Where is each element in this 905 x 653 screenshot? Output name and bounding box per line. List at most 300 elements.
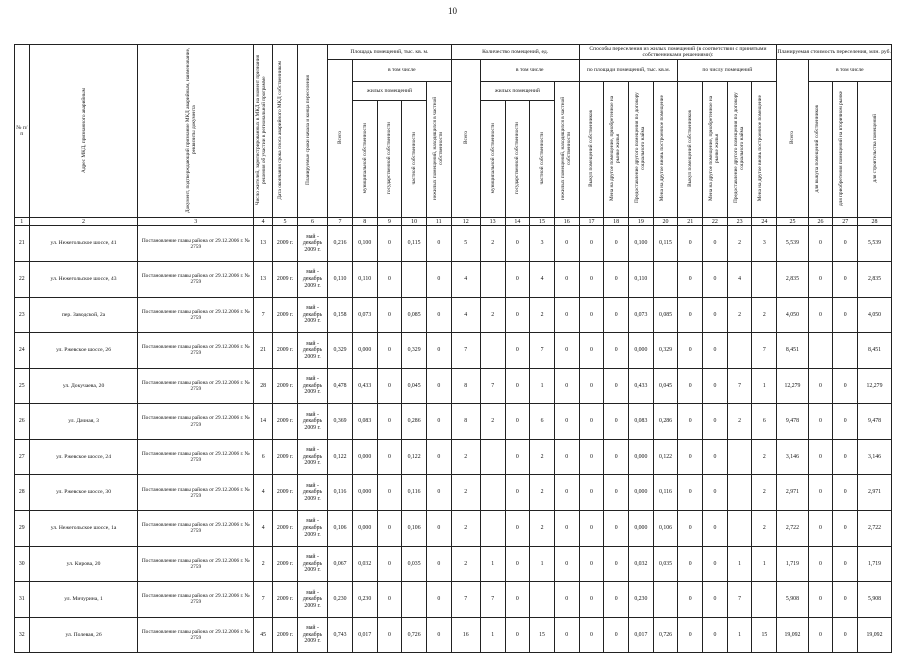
table-cell: 2 (752, 297, 777, 333)
table-cell: 0 (377, 226, 402, 262)
table-cell: 0,286 (653, 404, 678, 440)
table-cell: 22 (15, 261, 30, 297)
table-cell: 0,106 (402, 511, 427, 547)
table-cell: 0 (554, 368, 579, 404)
table-cell: 2009 г. (273, 582, 298, 618)
table-cell: 0 (604, 475, 629, 511)
table-cell: 0,106 (653, 511, 678, 547)
table-cell: Постановление главы района от 29.12.2006 г. № 2759 (138, 404, 254, 440)
table-cell: 2 (451, 511, 480, 547)
table-cell: 0 (703, 582, 728, 618)
column-number: 28 (858, 218, 892, 226)
table-cell: 0 (703, 368, 728, 404)
table-body (15, 226, 892, 653)
table-cell: 2009 г. (273, 475, 298, 511)
table-cell: 2 (480, 297, 505, 333)
table-cell: 0,106 (328, 511, 353, 547)
table-cell: Постановление главы района от 29.12.2006 г. № 2759 (138, 511, 254, 547)
table-cell: 7 (480, 368, 505, 404)
table-cell: май - декабрь 2009 г. (297, 617, 327, 653)
table-cell: 0 (604, 333, 629, 369)
table-cell: 0,743 (328, 617, 353, 653)
table-cell: 0 (833, 226, 858, 262)
table-cell: ул. Нежегольское шоссе, 43 (29, 261, 138, 297)
table-cell: 0 (554, 261, 579, 297)
table-cell (727, 511, 752, 547)
table-cell: 0,122 (402, 439, 427, 475)
table-cell: 0 (554, 511, 579, 547)
column-number: 25 (777, 218, 808, 226)
table-cell: 6 (752, 404, 777, 440)
table-cell: 7 (727, 368, 752, 404)
header-area-new: Мена на другое вновь построенное помещение (653, 81, 678, 218)
column-number: 19 (629, 218, 654, 226)
table-cell (727, 475, 752, 511)
column-number: 4 (254, 218, 273, 226)
table-cell: 14 (254, 404, 273, 440)
table-cell: Постановление главы района от 29.12.2006 г. № 2759 (138, 546, 254, 582)
table-cell (727, 439, 752, 475)
table-cell: 0 (505, 582, 530, 618)
table-cell: 15 (752, 617, 777, 653)
header-area-residential: жилых помещений (352, 81, 426, 101)
column-number: 27 (833, 218, 858, 226)
table-cell: 0 (505, 617, 530, 653)
table-cell: 1 (480, 546, 505, 582)
table-cell: 31 (15, 582, 30, 618)
table-cell: 0 (703, 439, 728, 475)
table-cell: 0,035 (653, 546, 678, 582)
table-cell: 2 (752, 475, 777, 511)
column-number: 20 (653, 218, 678, 226)
table-cell: 0 (703, 226, 728, 262)
table-cell: 2009 г. (273, 546, 298, 582)
column-number: 2 (29, 218, 138, 226)
table-cell: 0 (505, 297, 530, 333)
table-row (15, 297, 892, 333)
table-cell (480, 261, 505, 297)
header-cost-group: Планируемая стоимость переселения, млн. руб. (777, 45, 892, 60)
table-cell: Постановление главы района от 29.12.2006 г. № 2759 (138, 261, 254, 297)
table-cell: 2009 г. (273, 297, 298, 333)
table-cell: 0,115 (653, 226, 678, 262)
table-cell: 5,908 (858, 582, 892, 618)
table-cell: 0 (377, 333, 402, 369)
table-cell: 0,110 (328, 261, 353, 297)
table-cell: 0 (505, 439, 530, 475)
table-cell: 0,478 (328, 368, 353, 404)
table-cell: 0 (833, 297, 858, 333)
table-cell: 0,000 (629, 439, 654, 475)
table-cell: 0,369 (328, 404, 353, 440)
header-address: Адрес МКД, признанного аварийным (29, 45, 138, 218)
header-count-group: Количество помещений, ед. (451, 45, 579, 60)
table-cell (727, 333, 752, 369)
table-cell: 2 (727, 404, 752, 440)
column-number: 26 (808, 218, 833, 226)
table-cell: 7 (451, 582, 480, 618)
table-cell: 2009 г. (273, 511, 298, 547)
table-cell: 0 (604, 226, 629, 262)
table-cell: 0 (833, 511, 858, 547)
table-cell: 0 (833, 546, 858, 582)
table-cell: 0 (604, 261, 629, 297)
header-count-municipal: муниципальной собственности (480, 101, 505, 218)
table-cell: ул. Ржевское шоссе, 24 (29, 439, 138, 475)
table-cell: 1 (752, 546, 777, 582)
table-cell: май - декабрь 2009 г. (297, 475, 327, 511)
table-cell: 1 (530, 546, 555, 582)
table-cell: 2,835 (858, 261, 892, 297)
table-row (15, 582, 892, 618)
header-cost-total: Всего (777, 60, 808, 218)
table-cell: 1,719 (777, 546, 808, 582)
table-cell (653, 582, 678, 618)
table-cell: 2 (752, 511, 777, 547)
table-cell (480, 439, 505, 475)
table-cell (808, 333, 833, 369)
table-cell: 2 (530, 475, 555, 511)
table-cell: 6 (530, 404, 555, 440)
table-cell: май - декабрь 2009 г. (297, 261, 327, 297)
table-cell: 2 (254, 546, 273, 582)
table-cell: 0 (579, 511, 604, 547)
table-cell: 8 (451, 368, 480, 404)
table-cell: 8 (451, 404, 480, 440)
table-cell: 0,122 (653, 439, 678, 475)
table-cell: 0 (678, 333, 703, 369)
table-cell: 7 (254, 297, 273, 333)
header-area-social: Предоставление другого помещения по договору социального найма (629, 81, 654, 218)
table-cell: 3,146 (777, 439, 808, 475)
header-residents: Число жителей, зарегистрированных в МКД на момент признания решения об участии в региональной программе (254, 45, 273, 218)
table-cell: 0 (505, 511, 530, 547)
table-cell: 0 (808, 546, 833, 582)
header-count-residential: жилых помещений (480, 81, 554, 101)
table-cell: 0 (579, 368, 604, 404)
table-cell: 0 (833, 368, 858, 404)
table-cell: 0 (808, 439, 833, 475)
header-area-nonres: нежилых помещений, находящихся в частной собственности (426, 81, 451, 218)
column-number: 10 (402, 218, 427, 226)
table-cell: 2 (752, 439, 777, 475)
table-cell: 13 (254, 261, 273, 297)
table-cell: 0 (678, 439, 703, 475)
table-cell: 0,000 (352, 475, 377, 511)
table-row (15, 617, 892, 653)
table-cell (752, 582, 777, 618)
table-cell: ул. Докучаева, 20 (29, 368, 138, 404)
table-cell: 0 (604, 617, 629, 653)
header-cost-market: для приобретения помещений на вторичном рынке (833, 81, 858, 218)
table-cell: 0,329 (653, 333, 678, 369)
table-cell: Постановление главы района от 29.12.2006 г. № 2759 (138, 475, 254, 511)
table-cell (653, 261, 678, 297)
table-cell: 1 (727, 617, 752, 653)
table-cell: 2,722 (777, 511, 808, 547)
table-cell: 1 (752, 368, 777, 404)
header-methods-group: Способы переселения из жилых помещений (в соответствии с принятыми собственниками решениями): (579, 45, 777, 60)
table-cell: 2 (480, 404, 505, 440)
column-number: 3 (138, 218, 254, 226)
table-cell: 0 (554, 475, 579, 511)
table-cell: Постановление главы района от 29.12.2006 г. № 2759 (138, 297, 254, 333)
table-cell: 0 (808, 617, 833, 653)
table-cell: 0 (808, 226, 833, 262)
table-cell: 9,478 (858, 404, 892, 440)
table-cell: 2009 г. (273, 261, 298, 297)
header-cost-incl: в том числе (808, 60, 891, 82)
relocation-register-table (14, 44, 892, 653)
table-cell: 3 (752, 226, 777, 262)
table-cell: 0 (377, 617, 402, 653)
table-cell: пер. Заводской, 2а (29, 297, 138, 333)
column-number: 11 (426, 218, 451, 226)
table-cell: 0,230 (352, 582, 377, 618)
table-cell: 0,116 (402, 475, 427, 511)
table-cell: 0 (579, 582, 604, 618)
table-cell: 0,230 (629, 582, 654, 618)
header-area-incl: в том числе (352, 60, 451, 82)
table-cell: 0 (703, 546, 728, 582)
column-number: 22 (703, 218, 728, 226)
column-number: 5 (273, 218, 298, 226)
table-cell: 7 (480, 582, 505, 618)
table-cell: 0 (426, 511, 451, 547)
table-cell: 0,045 (402, 368, 427, 404)
table-cell: 0,230 (328, 582, 353, 618)
table-cell: 4 (254, 511, 273, 547)
column-number-row (15, 218, 892, 226)
header-by-area: по площади помещений, тыс. кв.м. (579, 60, 678, 82)
header-count-state: государственной собственности (505, 101, 530, 218)
header-area-exchange: Мена на другое помещение, приобретенное на рынке жилья (604, 81, 629, 218)
table-cell: 0 (808, 475, 833, 511)
table-cell: 2009 г. (273, 368, 298, 404)
header-area-state: государственной собственности (377, 101, 402, 218)
table-cell: 0,085 (402, 297, 427, 333)
table-cell: 0 (833, 582, 858, 618)
table-cell: 0 (604, 404, 629, 440)
column-number: 8 (352, 218, 377, 226)
table-cell: 4 (451, 297, 480, 333)
table-cell: ул. Полевая, 26 (29, 617, 138, 653)
column-number: 9 (377, 218, 402, 226)
table-cell: 0 (808, 404, 833, 440)
table-cell: 30 (15, 546, 30, 582)
table-cell: ул. Кирова, 20 (29, 546, 138, 582)
table-cell: 0,073 (629, 297, 654, 333)
table-cell: 1 (727, 546, 752, 582)
table-cell: 0 (703, 404, 728, 440)
table-cell: 0,726 (402, 617, 427, 653)
table-cell: 0 (833, 617, 858, 653)
table-cell: 7 (254, 582, 273, 618)
table-cell (530, 582, 555, 618)
table-cell: 0,100 (629, 226, 654, 262)
table-cell: 0,085 (653, 297, 678, 333)
table-cell: май - декабрь 2009 г. (297, 404, 327, 440)
table-cell: Постановление главы района от 29.12.2006 г. № 2759 (138, 617, 254, 653)
table-header (15, 45, 892, 226)
table-cell: 26 (15, 404, 30, 440)
table-cell: 28 (15, 475, 30, 511)
table-cell: 0 (426, 368, 451, 404)
table-cell: Постановление главы района от 29.12.2006 г. № 2759 (138, 439, 254, 475)
table-cell: 0 (703, 261, 728, 297)
table-cell: 2 (530, 439, 555, 475)
table-cell: 0 (579, 297, 604, 333)
table-cell: 23 (15, 297, 30, 333)
table-cell: 19,092 (858, 617, 892, 653)
table-cell: 0 (604, 439, 629, 475)
header-count-total: Всего (451, 60, 480, 218)
header-count-exchange: Мена на другое помещение, приобретенное на рынке жилья (703, 81, 728, 218)
table-cell: 0 (505, 333, 530, 369)
table-cell: 7 (451, 333, 480, 369)
table-cell: май - декабрь 2009 г. (297, 511, 327, 547)
table-cell: ул. Нежегольское шоссе, 1а (29, 511, 138, 547)
header-cost-build: для строительства помещений (858, 81, 892, 218)
table-cell: 2 (727, 226, 752, 262)
table-cell: 4,050 (777, 297, 808, 333)
table-cell: 0,100 (352, 226, 377, 262)
header-area-private: частной собственности (402, 101, 427, 218)
table-cell: 8,451 (858, 333, 892, 369)
table-row (15, 404, 892, 440)
table-cell: 0,433 (629, 368, 654, 404)
table-cell: ул. Дачная, 3 (29, 404, 138, 440)
table-cell: 0 (554, 333, 579, 369)
column-number: 6 (297, 218, 327, 226)
table-row (15, 546, 892, 582)
table-cell: 5,908 (777, 582, 808, 618)
header-document: Документ, подтверждающий признание МКД аварийным, наименование, реквизиты документа (138, 45, 254, 218)
table-cell: 0 (703, 333, 728, 369)
table-cell: 0 (833, 439, 858, 475)
table-cell: 0 (377, 261, 402, 297)
table-cell: 0 (678, 226, 703, 262)
table-cell: 2 (727, 297, 752, 333)
table-cell: 0,067 (328, 546, 353, 582)
table-cell: 12,279 (777, 368, 808, 404)
table-cell: 2,971 (777, 475, 808, 511)
table-cell: 0,000 (352, 511, 377, 547)
table-cell: 0,000 (629, 333, 654, 369)
table-cell: 2009 г. (273, 617, 298, 653)
table-cell: 0 (554, 582, 579, 618)
table-cell: 0,017 (629, 617, 654, 653)
table-cell: 0,032 (629, 546, 654, 582)
column-number: 15 (530, 218, 555, 226)
table-cell: 0,017 (352, 617, 377, 653)
table-row (15, 261, 892, 297)
table-cell: Постановление главы района от 29.12.2006 г. № 2759 (138, 226, 254, 262)
table-cell: 0,115 (402, 226, 427, 262)
table-cell: 0,122 (328, 439, 353, 475)
table-cell: ул. Нежегольское шоссе, 41 (29, 226, 138, 262)
table-cell: 0 (678, 546, 703, 582)
table-cell: 0 (579, 475, 604, 511)
table-cell: 0 (554, 439, 579, 475)
table-cell: 0 (703, 511, 728, 547)
table-cell: 0 (426, 226, 451, 262)
table-cell: 1 (480, 617, 505, 653)
table-cell: 1,719 (858, 546, 892, 582)
table-cell: 27 (15, 439, 30, 475)
table-cell: 13 (254, 226, 273, 262)
table-cell: 0 (377, 297, 402, 333)
table-cell: 0 (808, 297, 833, 333)
table-cell: ул. Ржевское шоссе, 30 (29, 475, 138, 511)
column-number: 24 (752, 218, 777, 226)
table-row (15, 368, 892, 404)
table-cell: май - декабрь 2009 г. (297, 226, 327, 262)
table-cell: 0 (579, 546, 604, 582)
header-area-buyout: Выкуп помещений собственников (579, 81, 604, 218)
table-cell: 0 (579, 404, 604, 440)
table-cell: 0 (604, 582, 629, 618)
table-cell: 0 (579, 617, 604, 653)
table-cell: 0 (833, 475, 858, 511)
column-number: 21 (678, 218, 703, 226)
table-cell: 0 (426, 617, 451, 653)
table-cell: 2 (530, 297, 555, 333)
table-row (15, 226, 892, 262)
table-cell: 0 (703, 475, 728, 511)
table-cell: ул. Ржевское шоссе, 26 (29, 333, 138, 369)
column-number: 7 (328, 218, 353, 226)
column-number: 13 (480, 218, 505, 226)
table-cell: 0,286 (402, 404, 427, 440)
table-cell: 0 (678, 404, 703, 440)
table-cell: 28 (254, 368, 273, 404)
header-planned-period: Планируемые сроки начала и конца переселения (297, 45, 327, 218)
table-cell: 25 (15, 368, 30, 404)
table-cell: 2009 г. (273, 226, 298, 262)
table-row (15, 333, 892, 369)
table-cell: Постановление главы района от 29.12.2006 г. № 2759 (138, 333, 254, 369)
table-cell: 0 (377, 582, 402, 618)
table-cell: 0,032 (352, 546, 377, 582)
table-cell: 0 (808, 368, 833, 404)
table-cell: 0 (505, 368, 530, 404)
table-cell: май - декабрь 2009 г. (297, 368, 327, 404)
table-row (15, 511, 892, 547)
table-cell: 0,045 (653, 368, 678, 404)
table-cell: 0 (604, 546, 629, 582)
table-cell: 0 (678, 617, 703, 653)
table-cell: 3,146 (858, 439, 892, 475)
table-cell: 0,000 (629, 475, 654, 511)
table-cell: 0 (678, 261, 703, 297)
column-number: 17 (579, 218, 604, 226)
table-cell: 0,110 (352, 261, 377, 297)
table-cell: 0 (604, 511, 629, 547)
table-cell: 0 (833, 404, 858, 440)
table-cell: 0,116 (328, 475, 353, 511)
table-cell: 0 (678, 475, 703, 511)
table-cell: 0,216 (328, 226, 353, 262)
table-cell: 0 (505, 404, 530, 440)
table-cell: 0 (505, 546, 530, 582)
table-cell: 0 (377, 475, 402, 511)
table-cell: 0,035 (402, 546, 427, 582)
header-area-municipal: муниципальной собственности (352, 101, 377, 218)
table-cell: 5 (451, 226, 480, 262)
table-cell: 0 (426, 475, 451, 511)
table-cell: 7 (752, 333, 777, 369)
